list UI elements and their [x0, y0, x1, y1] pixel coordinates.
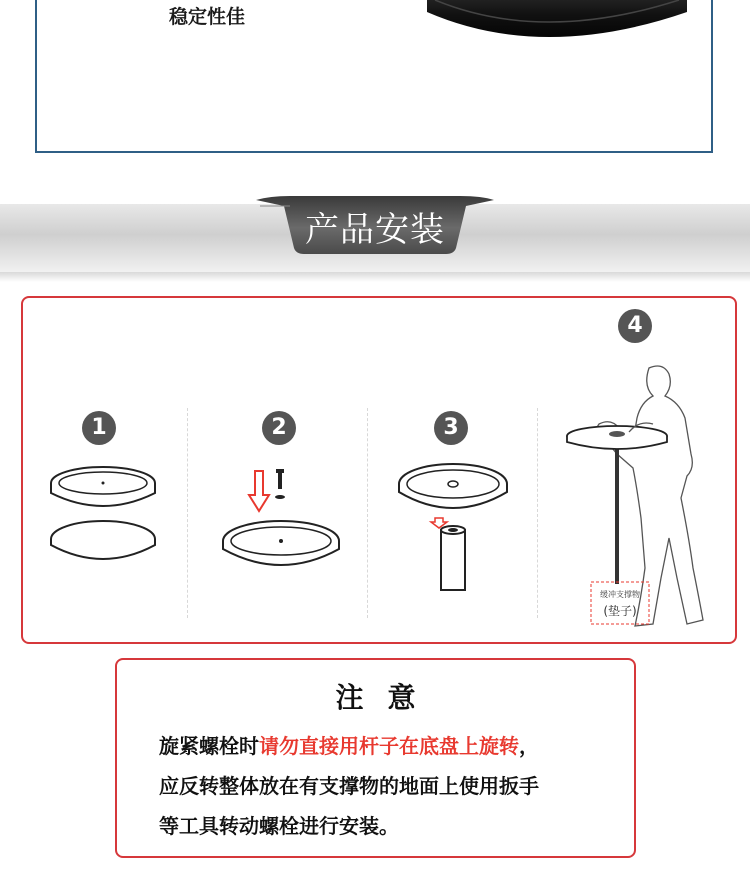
notice-line-2: 应反转整体放在有支撑物的地面上使用扳手	[159, 774, 539, 798]
notice-box	[115, 658, 636, 858]
notice-line-3: 等工具转动螺栓进行安装。	[159, 814, 399, 838]
step-4-illustration	[553, 358, 733, 638]
section-banner	[0, 196, 750, 286]
step-divider	[187, 408, 188, 618]
step-1-illustration	[45, 461, 165, 571]
notice-line-1-end: ，	[519, 734, 539, 758]
notice-line-1	[159, 730, 539, 759]
step-divider	[537, 408, 538, 618]
step-1-badge: 1	[82, 411, 116, 445]
notice-line-1-plain: 旋紧螺栓时	[159, 734, 259, 758]
feature-panel	[35, 0, 713, 153]
installation-steps-panel	[21, 296, 737, 644]
step-3-badge: 3	[434, 411, 468, 445]
notice-line-1-warning: 请勿直接用杆子在底盘上旋转	[259, 734, 519, 758]
cushion-small-label: 缓冲支撑物	[600, 590, 640, 599]
step-2-illustration	[219, 461, 349, 586]
feature-text: 稳定性佳	[169, 6, 246, 28]
step-3-illustration	[393, 458, 513, 593]
cushion-main-label: (垫子)	[603, 604, 637, 618]
step-2-badge: 2	[262, 411, 296, 445]
step-divider	[367, 408, 368, 618]
banner-title: 产品安装	[305, 210, 445, 250]
notice-title: 注意	[335, 681, 440, 714]
banner-shadow	[0, 272, 750, 282]
base-product-image	[387, 0, 697, 54]
step-4-badge: 4	[618, 309, 652, 343]
